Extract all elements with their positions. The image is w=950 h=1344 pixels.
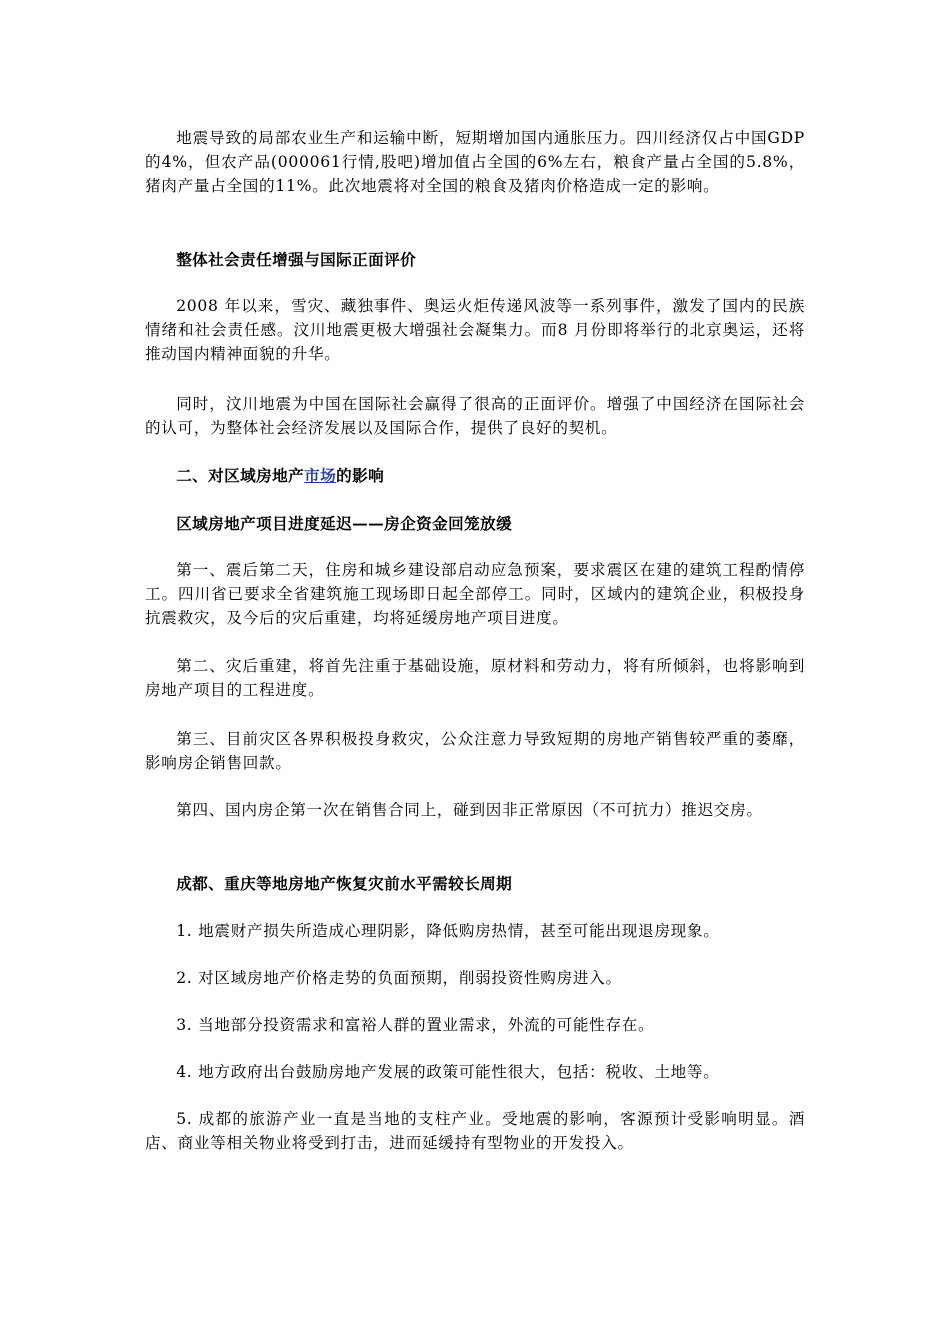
heading-social-responsibility: 整体社会责任增强与国际正面评价 [176,250,417,269]
paragraph-second-point: 第二、灾后重建，将首先注重于基础设施，原材料和劳动力，将有所倾斜，也将影响到房地产项目的工程进度。 [145,657,805,699]
paragraph-first-point: 第一、震后第二天，住房和城乡建设部启动应急预案，要求震区在建的建筑工程酌情停工。四川省已要求全省建筑施工现场即日起全部停工。同时，区域内的建筑企业，积极投身抗震救灾，及今后的灾后重建，均将延缓房地产项目进度。 [145,561,805,627]
heading-section-two-prefix: 二、对区域房地产 [176,466,305,485]
list-item-3: 3. 当地部分投资需求和富裕人群的置业需求，外流的可能性存在。 [176,1016,655,1034]
paragraph-third-point: 第三、目前灾区各界积极投身救灾，公众注意力导致短期的房地产销售较严重的萎靡，影响房企销售回款。 [145,730,805,772]
heading-recovery-period: 成都、重庆等地房地产恢复灾前水平需较长周期 [176,874,513,893]
list-item-2: 2. 对区域房地产价格走势的负面预期，削弱投资性购房进入。 [176,969,622,987]
paragraph-national-sentiment: 2008 年以来，雪灾、藏独事件、奥运火炬传递风波等一系列事件，激发了国内的民族情绪和社会责任感。汶川地震更极大增强社会凝集力。而8 月份即将举行的北京奥运，还将推动国内精神面貌的升华。 [145,297,805,363]
list-item-5: 5. 成都的旅游产业一直是当地的支柱产业。受地震的影响，客源预计受影响明显。酒店、商业等相关物业将受到打击，进而延缓持有型物业的开发投入。 [145,1110,805,1152]
list-item-4: 4. 地方政府出台鼓励房地产发展的政策可能性很大，包括：税收、土地等。 [176,1063,720,1081]
market-link[interactable]: 市场 [304,466,337,485]
paragraph-fourth-point: 第四、国内房企第一次在销售合同上，碰到因非正常原因（不可抗力）推迟交房。 [176,801,763,819]
heading-section-two-suffix: 的影响 [336,466,385,485]
paragraph-agriculture-inflation: 地震导致的局部农业生产和运输中断，短期增加国内通胀压力。四川经济仅占中国GDP 的4%，但农产品(000061行情,股吧)增加值占全国的6%左右，粮食产量占全国的5.8%，猪肉产量占全国的11%。此次地震将对全国的粮食及猪肉价格造成一定的影响。 [145,129,805,195]
paragraph-international-evaluation: 同时，汶川地震为中国在国际社会赢得了很高的正面评价。增强了中国经济在国际社会的认可，为整体社会经济发展以及国际合作，提供了良好的契机。 [145,395,805,437]
list-item-1: 1. 地震财产损失所造成心理阴影，降低购房热情，甚至可能出现退房现象。 [176,922,720,940]
heading-section-two [145,464,805,488]
heading-project-delay: 区域房地产项目进度延迟——房企资金回笼放缓 [176,514,513,533]
